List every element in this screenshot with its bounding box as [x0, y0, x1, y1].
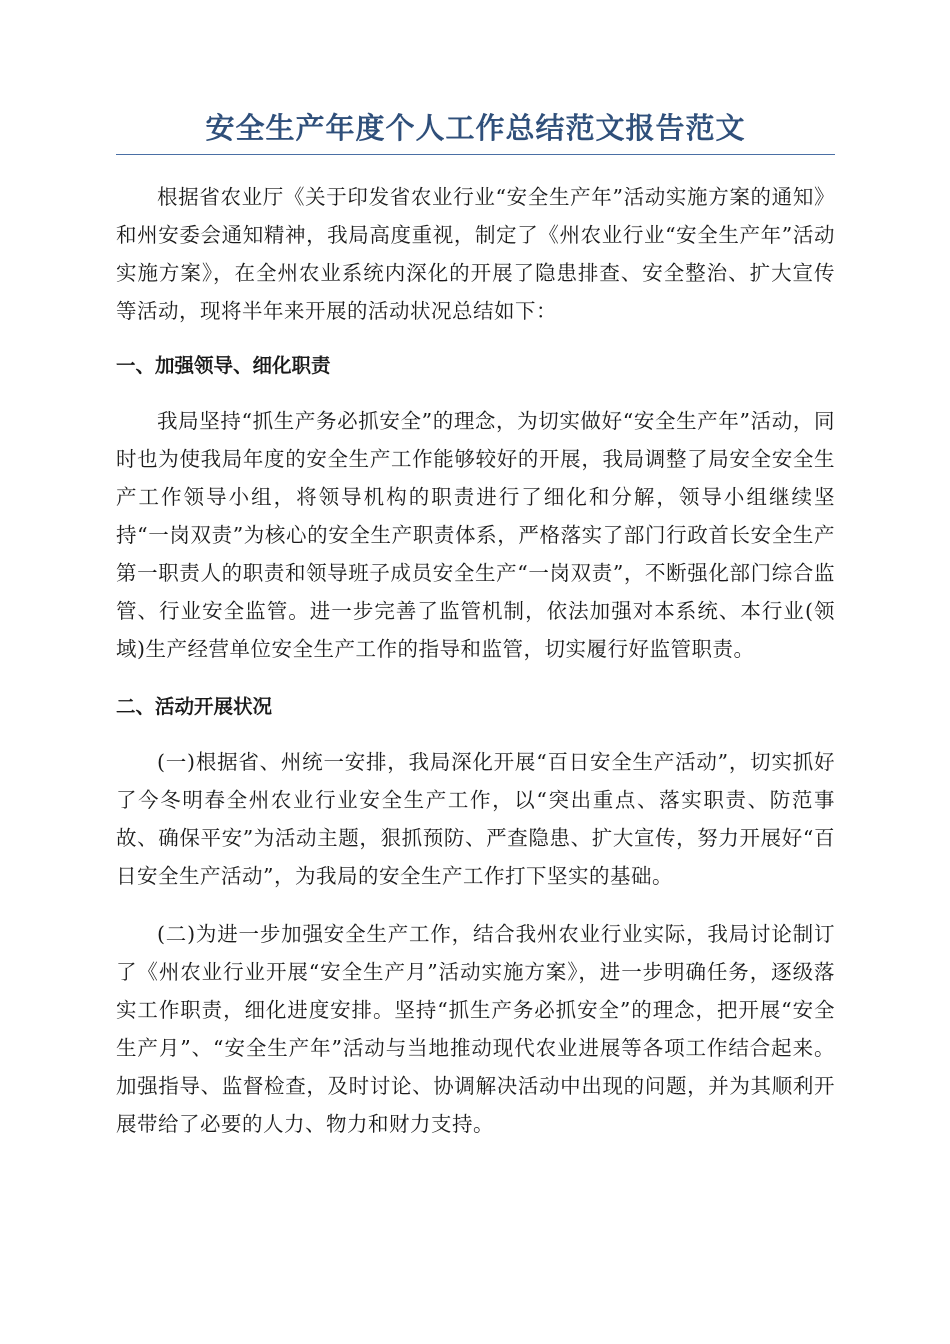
section-heading-leadership: 一、加强领导、细化职责	[116, 354, 331, 377]
activity-paragraph-1: (一)根据省、州统一安排，我局深化开展“百日安全生产活动”，切实抓好了今冬明春全州农业行业安全生产工作，以“突出重点、落实职责、防范事故、确保平安”为活动主题，狠抓预防、严查隐患、扩大宣传，努力开展好“百日安全生产活动”，为我局的安全生产工作打下坚实的基础。	[116, 750, 835, 888]
document-page	[116, 106, 835, 1143]
intro-paragraph: 根据省农业厅《关于印发省农业行业“安全生产年”活动实施方案的通知》和州安委会通知精神，我局高度重视，制定了《州农业行业“安全生产年”活动实施方案》，在全州农业系统内深化的开展了隐患排查、安全整治、扩大宣传等活动，现将半年来开展的活动状况总结如下：	[116, 185, 835, 323]
document-title: 安全生产年度个人工作总结范文报告范文	[116, 106, 835, 155]
section-paragraph-leadership: 我局坚持“抓生产务必抓安全”的理念，为切实做好“安全生产年”活动，同时也为使我局年度的安全生产工作能够较好的开展，我局调整了局安全安全生产工作领导小组，将领导机构的职责进行了细化和分解，领导小组继续坚持“一岗双责”为核心的安全生产职责体系，严格落实了部门行政首长安全生产第一职责人的职责和领导班子成员安全生产“一岗双责”，不断强化部门综合监管、行业安全监管。进一步完善了监管机制，依法加强对本系统、本行业(领域)生产经营单位安全生产工作的指导和监管，切实履行好监管职责。	[116, 409, 835, 661]
activity-paragraph-2: (二)为进一步加强安全生产工作，结合我州农业行业实际，我局讨论制订了《州农业行业开展“安全生产月”活动实施方案》，进一步明确任务，逐级落实工作职责，细化进度安排。坚持“抓生产务必抓安全”的理念，把开展“安全生产月”、“安全生产年”活动与当地推动现代农业进展等各项工作结合起来。加强指导、监督检查，及时讨论、协调解决活动中出现的问题，并为其顺利开展带给了必要的人力、物力和财力支持。	[116, 922, 835, 1136]
section-heading-activities: 二、活动开展状况	[116, 695, 273, 718]
